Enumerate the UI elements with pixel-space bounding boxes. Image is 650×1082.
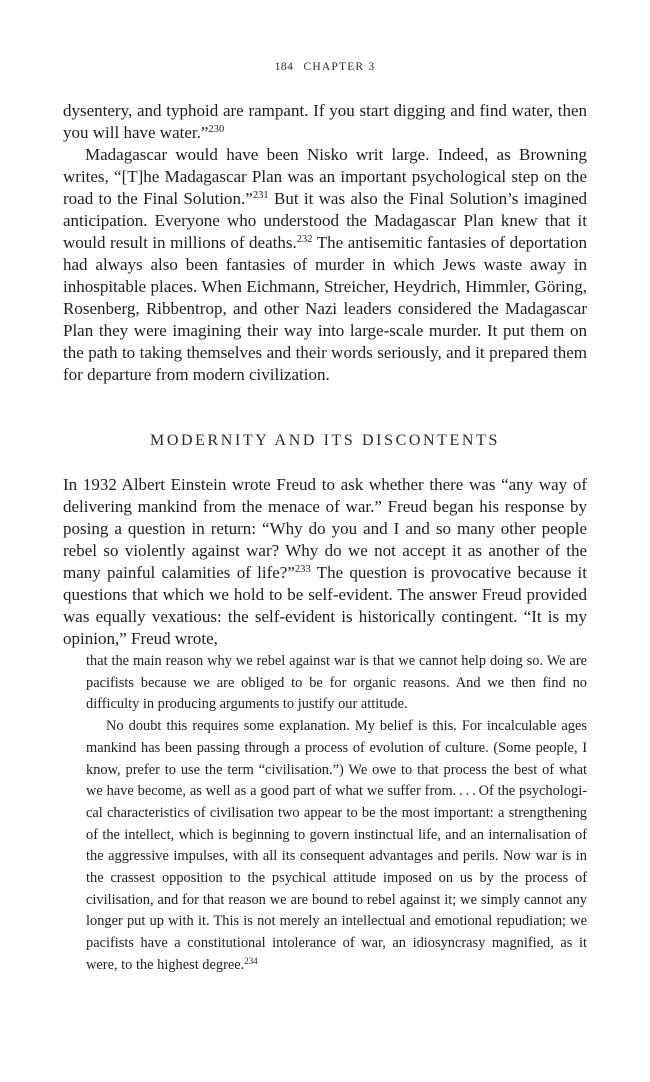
paragraph-text: The antisemitic fantasies of deportation had always also been fantasies of murder in which Jews waste away in inhospitable places. When Eichmann, Streicher, Heydrich, Himmler, Göring, Rosenberg, Ribbentrop, and other Nazi leaders considered the Madagascar Plan they were imagining their way into large-scale murder. It put them on the path to taking themselves and their words seriously, and it prepared them for departure from modern civilization. — [63, 233, 587, 384]
paragraph-text: But it was also the Final Solution’s imagined anticipation. Everyone who understood the Madagascar Plan knew that it would result in millions of deaths. — [63, 189, 587, 252]
section-1-text — [63, 100, 587, 386]
running-head — [0, 61, 650, 73]
footnote-ref: 232 — [296, 234, 313, 246]
footnote-ref: 230 — [208, 124, 225, 136]
paragraph — [63, 144, 587, 386]
footnote-ref: 231 — [252, 190, 269, 202]
paragraph — [63, 100, 587, 144]
paragraph-text: The question is provocative because it questions that which we hold to be self-evident. The answer Freud provided was equally vexatious: the self-evident is historically contingent. “It is my opinion,” Freud wrote, — [63, 563, 587, 648]
paragraph — [63, 474, 587, 650]
section-2-text — [63, 474, 587, 650]
footnote-ref: 233 — [294, 564, 311, 576]
quote-text: No doubt this requires some explanation. My belief is this. For incalculable ages mankind has been passing through a process of evolution of culture. (Some people, I know, prefer to use the term “civilisation.”) We owe to that process the best of what we have become, as well as a good part of what we suffer from. . . . Of the psychological characteristics of civilisation two appear to be the most important: a strengthening of the intellect, which is beginning to govern instinctual life, and an internalisation of the aggressive impulses, with all its consequent advantages and perils. Now war is in the crassest opposition to the psychical attitude imposed on us by the process of civilisation, and for that reason we are bound to rebel against it; we simply cannot any longer put up with it. This is not merely an intellectual and emotional repudiation; we pacifists have a constitutional intolerance of war, an idiosyncrasy magnified, as it were, to the highest degree. — [86, 718, 587, 973]
paragraph-text: dysentery, and typhoid are rampant. If you start digging and find water, then you will have water.” — [63, 101, 587, 142]
paragraph-text: Madagascar would have been Nisko writ large. Indeed, as Browning writes, “[T]he Madagascar Plan was an important psychological step on the road to the Final Solution.” — [63, 145, 587, 208]
block-quote — [86, 651, 587, 977]
footnote-ref: 234 — [244, 955, 258, 966]
paragraph-text: In 1932 Albert Einstein wrote Freud to ask whether there was “any way of delivering mankind from the menace of war.” Freud began his response by posing a question in return: “Why do you and I and so many other people rebel so violently against war? Why do we not accept it as another of the many painful calamities of life?” — [63, 475, 587, 582]
page-number: 184 — [274, 61, 294, 73]
quote-paragraph: that the main reason why we rebel against war is that we cannot help doing so. We are pacifists because we are obliged to be for organic reasons. And we then find no difficulty in producing arguments to justify our attitude. — [86, 653, 587, 713]
chapter-label: CHAPTER 3 — [303, 61, 376, 73]
section-heading: MODERNITY AND ITS DISCONTENTS — [150, 432, 500, 449]
quote-paragraph — [86, 716, 587, 976]
